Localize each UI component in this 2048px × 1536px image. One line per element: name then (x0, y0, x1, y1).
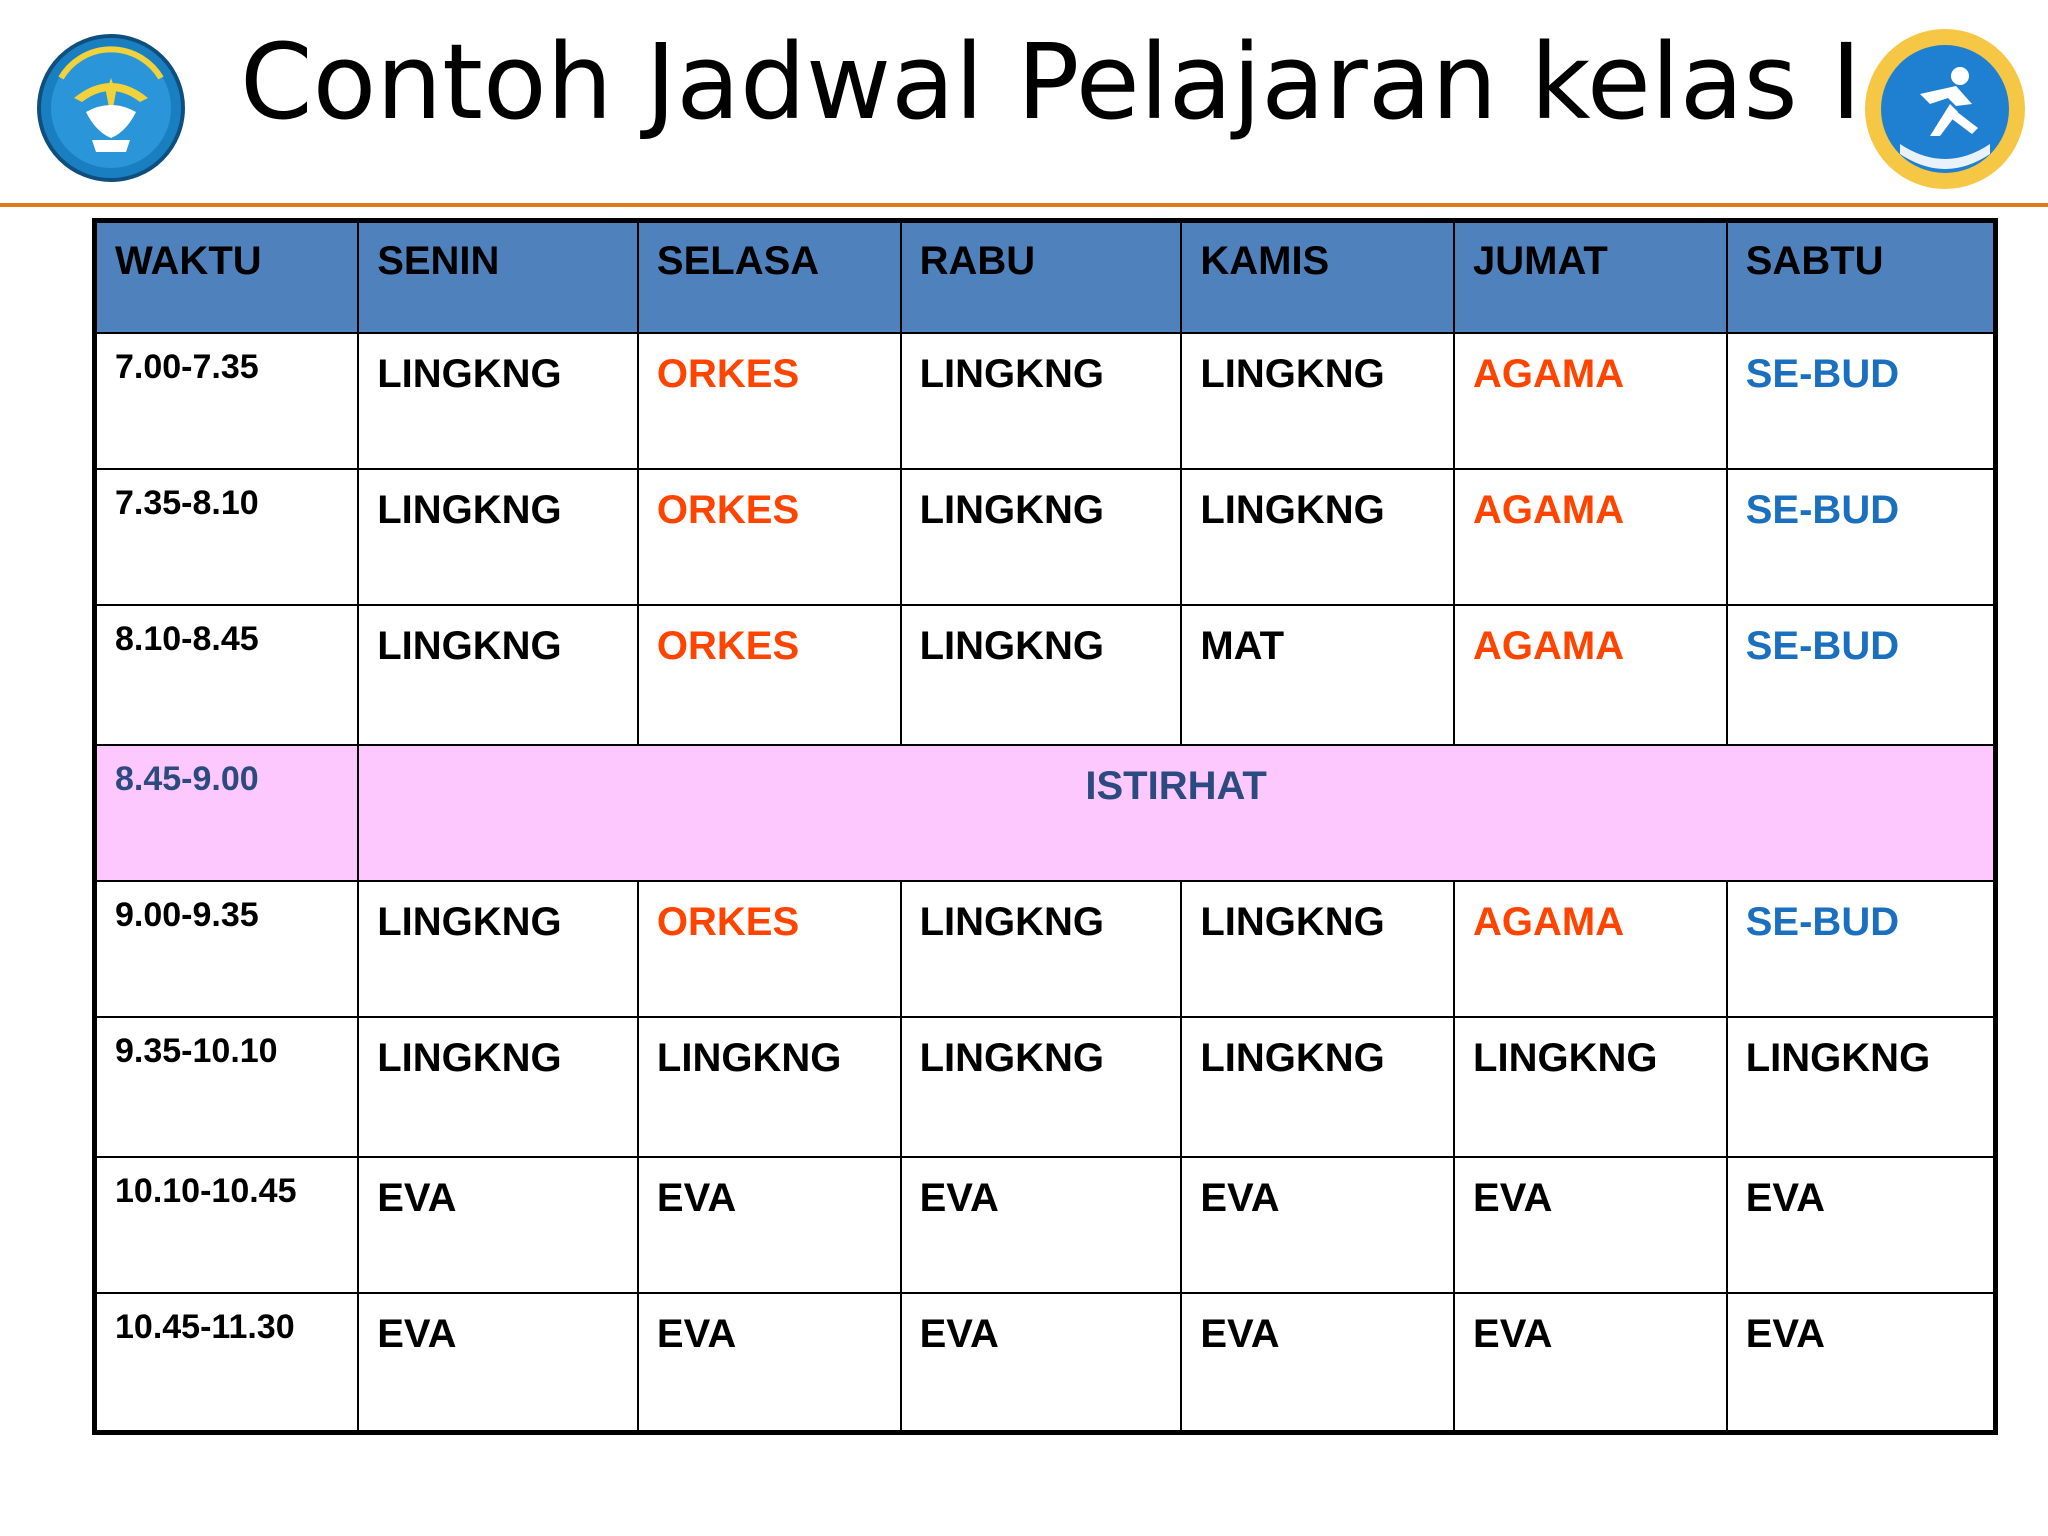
table-cell: EVA (901, 1293, 1182, 1433)
table-cell: EVA (638, 1293, 901, 1433)
table-cell: LINGKNG (901, 881, 1182, 1017)
table-cell: MAT (1181, 605, 1454, 745)
time-cell: 10.10-10.45 (95, 1157, 359, 1293)
table-cell: EVA (1454, 1293, 1727, 1433)
table-cell: LINGKNG (358, 469, 638, 605)
table-cell: LINGKNG (1454, 1017, 1727, 1157)
table-cell: EVA (1181, 1293, 1454, 1433)
time-cell: 7.35-8.10 (95, 469, 359, 605)
schedule-table (92, 218, 1998, 1435)
header-selasa: SELASA (638, 221, 901, 333)
header-kamis: KAMIS (1181, 221, 1454, 333)
table-cell: LINGKNG (1727, 1017, 1996, 1157)
table-cell: LINGKNG (1181, 881, 1454, 1017)
table-cell: EVA (1727, 1293, 1996, 1433)
time-cell: 9.00-9.35 (95, 881, 359, 1017)
time-cell: 8.10-8.45 (95, 605, 359, 745)
table-row (95, 1157, 1996, 1293)
table-cell: ORKES (638, 333, 901, 469)
table-cell: EVA (1454, 1157, 1727, 1293)
table-cell: SE-BUD (1727, 605, 1996, 745)
header-jumat: JUMAT (1454, 221, 1727, 333)
break-row (95, 745, 1996, 881)
header-sabtu: SABTU (1727, 221, 1996, 333)
table-cell: SE-BUD (1727, 881, 1996, 1017)
header-waktu: WAKTU (95, 221, 359, 333)
time-cell: 9.35-10.10 (95, 1017, 359, 1157)
table-cell: AGAMA (1454, 469, 1727, 605)
table-cell: LINGKNG (358, 605, 638, 745)
table-row (95, 1017, 1996, 1157)
header-rabu: RABU (901, 221, 1182, 333)
time-cell: 8.45-9.00 (95, 745, 359, 881)
time-cell: 10.45-11.30 (95, 1293, 359, 1433)
table-cell: ORKES (638, 881, 901, 1017)
table-cell: ORKES (638, 469, 901, 605)
table-row (95, 469, 1996, 605)
table-row (95, 881, 1996, 1017)
table-cell: EVA (901, 1157, 1182, 1293)
table-cell: AGAMA (1454, 881, 1727, 1017)
table-cell: LINGKNG (358, 333, 638, 469)
table-row (95, 605, 1996, 745)
table-cell: EVA (1727, 1157, 1996, 1293)
table-cell: LINGKNG (1181, 333, 1454, 469)
table-cell: ORKES (638, 605, 901, 745)
header-senin: SENIN (358, 221, 638, 333)
table-cell: EVA (358, 1293, 638, 1433)
time-cell: 7.00-7.35 (95, 333, 359, 469)
kurikulum-2013-logo-icon (1860, 24, 2030, 194)
header-row (95, 221, 1996, 333)
tut-wuri-handayani-emblem-icon (36, 28, 186, 188)
table-cell: LINGKNG (901, 605, 1182, 745)
table-cell: AGAMA (1454, 333, 1727, 469)
table-cell: AGAMA (1454, 605, 1727, 745)
table-row (95, 333, 1996, 469)
title-divider (0, 203, 2048, 207)
table-cell: LINGKNG (901, 333, 1182, 469)
table-cell: LINGKNG (358, 881, 638, 1017)
break-label: ISTIRHAT (358, 745, 1995, 881)
page-title: Contoh Jadwal Pelajaran kelas I (240, 21, 1862, 143)
table-cell: LINGKNG (638, 1017, 901, 1157)
table-cell: LINGKNG (901, 1017, 1182, 1157)
table-cell: EVA (638, 1157, 901, 1293)
table-cell: LINGKNG (358, 1017, 638, 1157)
table-cell: LINGKNG (1181, 469, 1454, 605)
table-cell: SE-BUD (1727, 469, 1996, 605)
table-cell: EVA (358, 1157, 638, 1293)
table-cell: SE-BUD (1727, 333, 1996, 469)
table-row (95, 1293, 1996, 1433)
table-cell: LINGKNG (1181, 1017, 1454, 1157)
table-cell: LINGKNG (901, 469, 1182, 605)
table-cell: EVA (1181, 1157, 1454, 1293)
